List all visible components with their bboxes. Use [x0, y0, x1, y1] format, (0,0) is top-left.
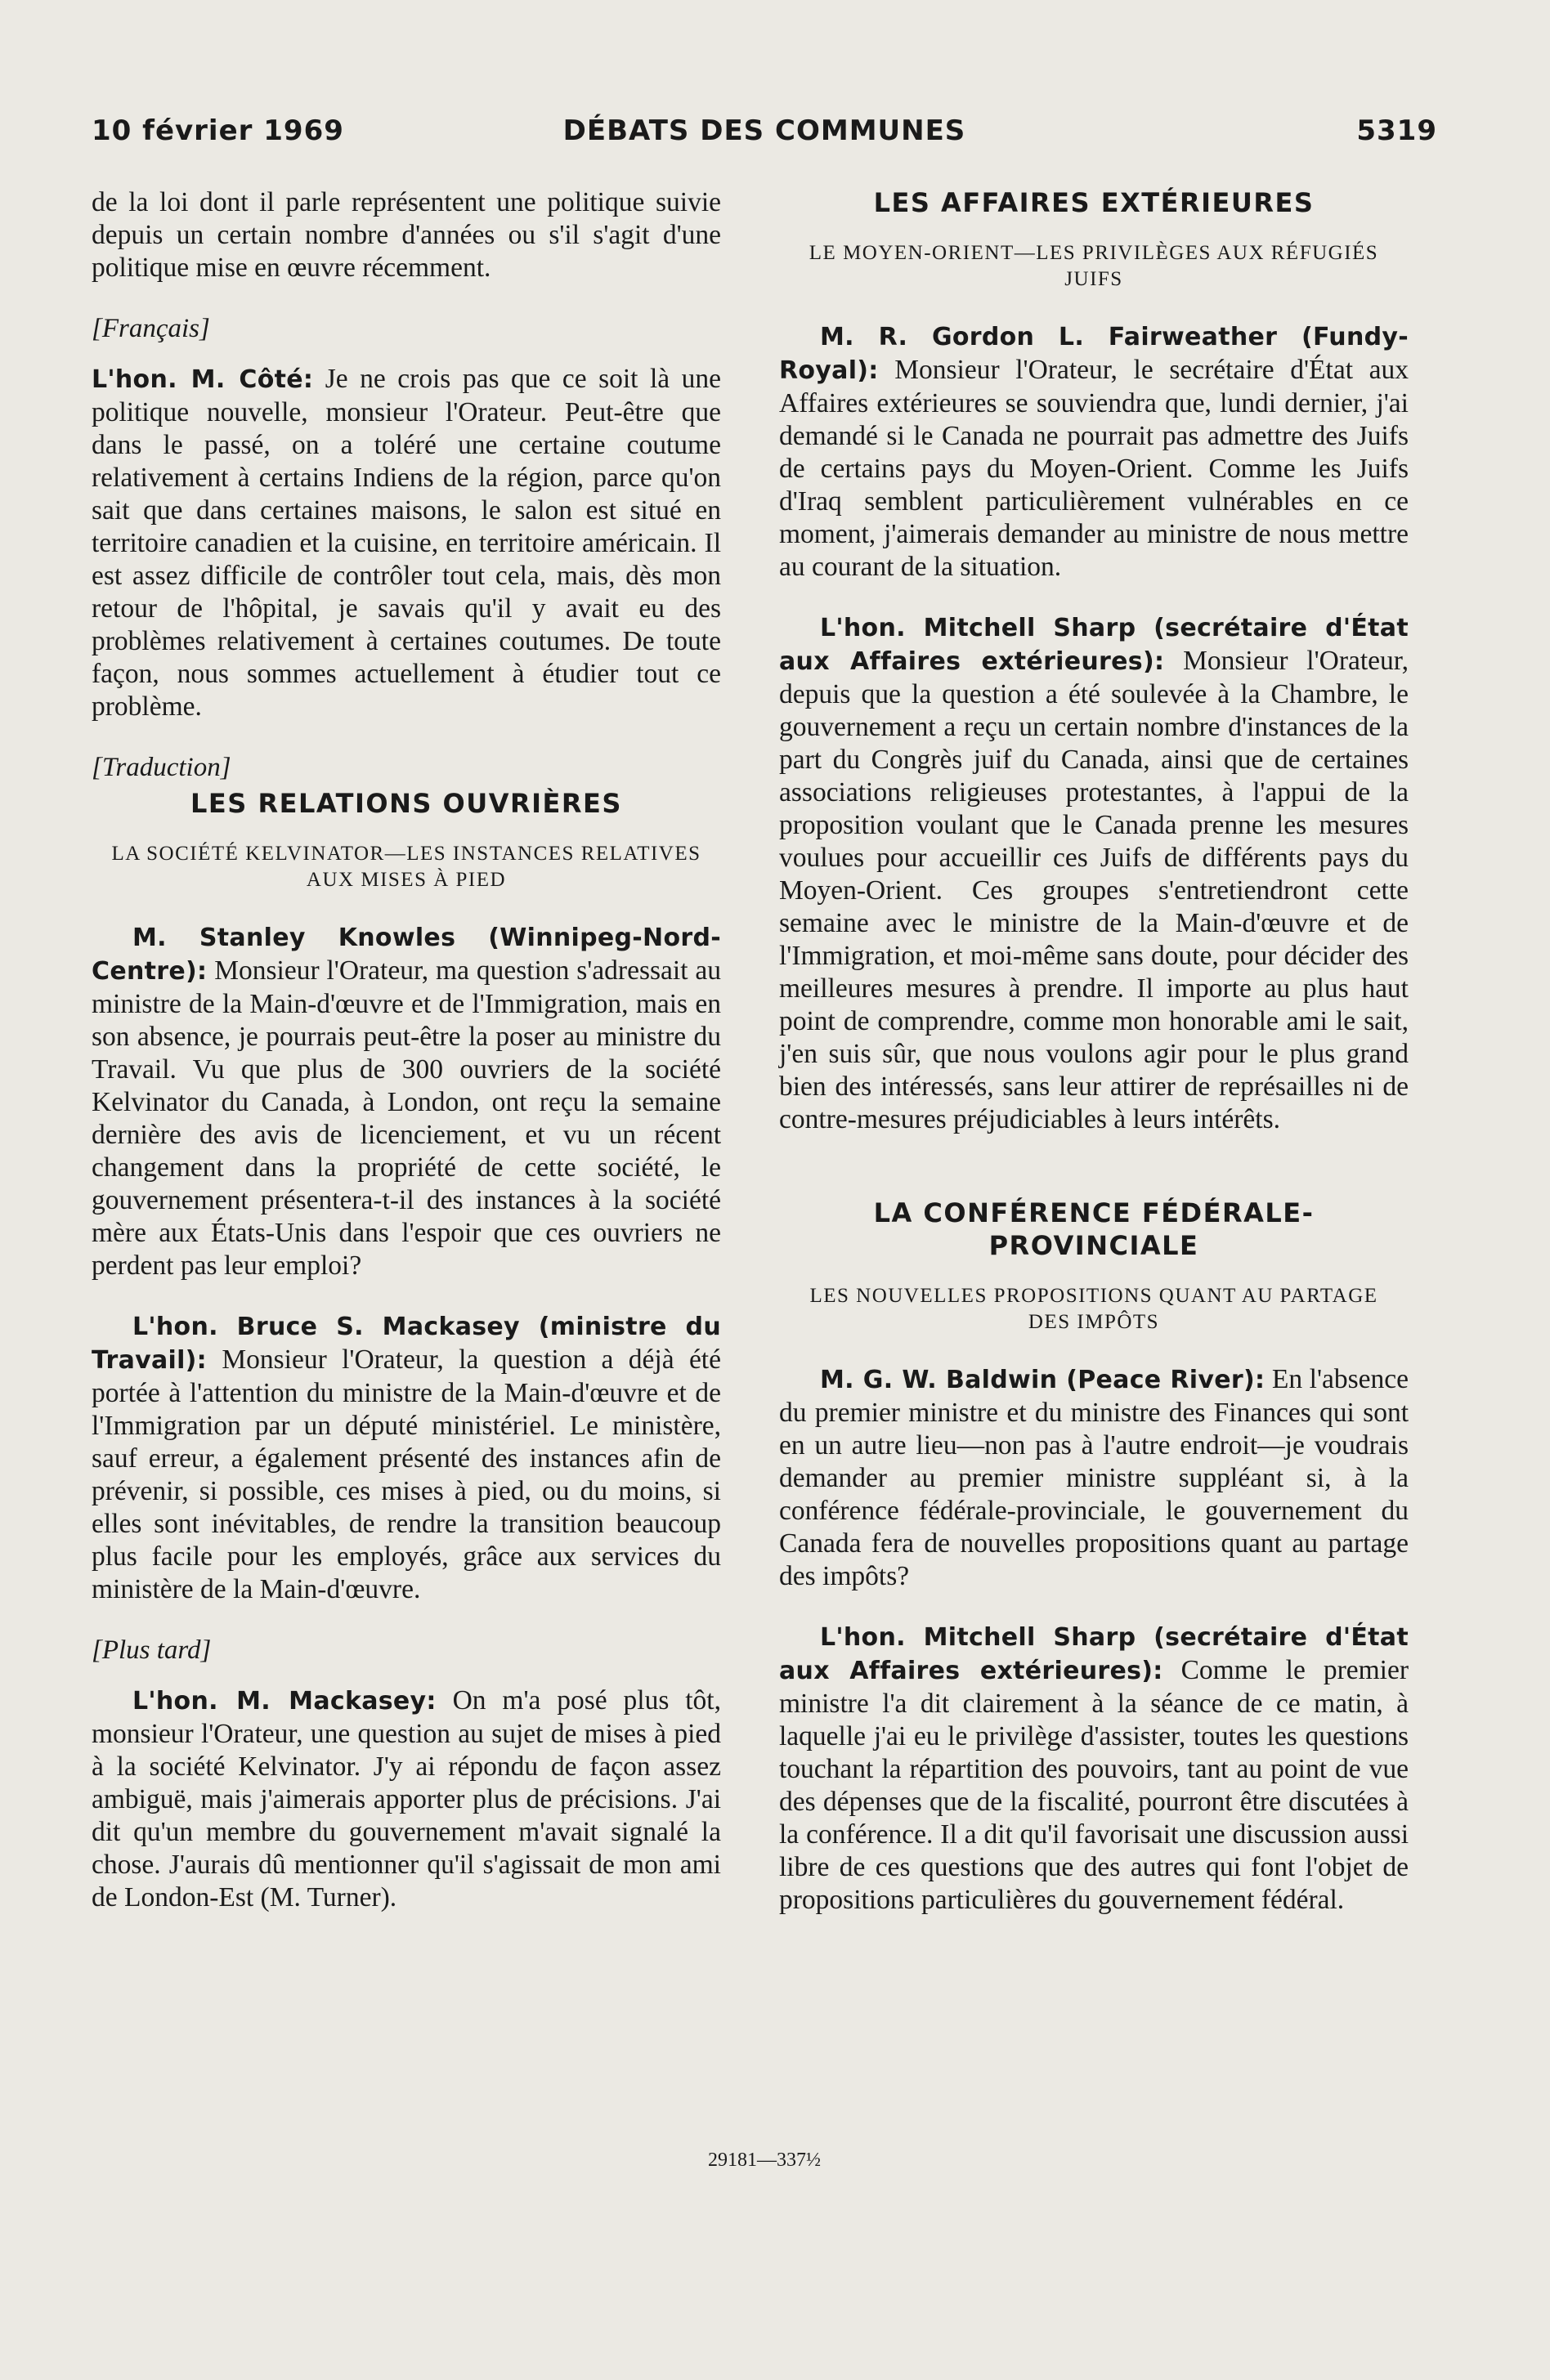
speech	[779, 611, 1409, 1136]
speaker: L'hon. Mitchell Sharp (secrétaire d'État aux Affaires extérieures):	[779, 614, 1409, 676]
speaker: L'hon. Mitchell Sharp (secrétaire d'État aux Affaires extérieures):	[779, 1623, 1409, 1685]
speech-text: On m'a posé plus tôt, monsieur l'Orateur, une question au sujet de mises à pied à la société Kelvinator. J'y ai répondu de façon assez ambiguë, mais j'aimerais apporter plus de précisions. J'ai dit qu'un membre du gouvernement m'avait signalé la chose. J'aurais dû mentionner qu'il s'agissait de mon ami de London-Est (M. Turner).	[92, 1685, 721, 1912]
speaker: M. Stanley Knowles (Winnipeg-Nord-Centre):	[92, 924, 721, 986]
section-subheading: LA SOCIÉTÉ KELVINATOR—LES INSTANCES RELATIVES AUX MISES À PIED	[111, 843, 701, 891]
speech	[92, 1684, 721, 1914]
speech	[92, 921, 721, 1282]
right-column	[779, 186, 1409, 1944]
section-heading: LA CONFÉRENCE FÉDÉRALE-PROVINCIALE	[873, 1197, 1315, 1261]
section-subheading: LES NOUVELLES PROPOSITIONS QUANT AU PARTAGE DES IMPÔTS	[809, 1285, 1378, 1333]
language-marker: [Traduction]	[92, 753, 231, 782]
speech-text: Monsieur l'Orateur, le secrétaire d'État aux Affaires extérieures se souviendra que, lundi dernier, j'ai demandé si le Canada ne pourrait pas admettre des Juifs de certains pays du Moyen-Orient. Comme les Juifs d'Iraq semblent particulièrement vulnérables en ce moment, j'aimerais demander au ministre de nous mettre au courant de la situation.	[779, 355, 1409, 582]
header-date: 10 février 1969	[92, 114, 344, 147]
speaker: M. R. Gordon L. Fairweather (Fundy-Royal):	[779, 323, 1409, 385]
printer-signature: 29181—337½	[708, 2150, 821, 2171]
language-marker: [Français]	[92, 314, 210, 343]
speech-text: En l'absence du premier ministre et du ministre des Finances qui sont en un autre lieu—non pas à l'autre endroit—je voudrais demander au premier ministre suppléant si, à la conférence fédérale-provinciale, le gouvernement du Canada fera de nouvelles propositions quant au partage des impôts?	[779, 1364, 1409, 1591]
speaker: L'hon. M. Mackasey:	[132, 1687, 437, 1716]
speech-text: Monsieur l'Orateur, la question a déjà été portée à l'attention du ministre de la Main-d'œuvre et de l'Immigration par un député ministériel. Le ministère, sauf erreur, a également présenté des instances afin de prévenir, si possible, ces mises à pied, ou du moins, si elles sont inévitables, de rendre la transition beaucoup plus facile pour les employés, grâce aux services du ministère de la Main-d'œuvre.	[92, 1344, 721, 1604]
running-head	[92, 114, 1437, 163]
speech	[779, 320, 1409, 584]
language-marker: [Plus tard]	[92, 1635, 212, 1665]
speech-text: Comme le premier ministre l'a dit clairement à la séance de ce matin, à laquelle j'ai eu le privilège d'assister, toutes les questions touchant la répartition des pouvoirs, tant au point de vue des dépenses que de la fiscalité, pourront être discutées à la conférence. Il a dit qu'il favorisait une discussion aussi libre de ces questions que des autres qui font l'objet de propositions particulières du gouvernement fédéral.	[779, 1655, 1409, 1915]
speech-text: Je ne crois pas que ce soit là une politique nouvelle, monsieur l'Orateur. Peut-être que dans le passé, on a toléré une certaine coutume relativement à certains Indiens de la région, parce qu'on sait que dans certaines maisons, le salon est situé en territoire canadien et la cuisine, en territoire américain. Il est assez difficile de contrôler tout cela, mais, dès mon retour de l'hôpital, je savais qu'il y avait eu des problèmes relativement à certaines coutumes. De toute façon, nous sommes actuellement à étudier tout ce problème.	[92, 364, 721, 722]
speech	[92, 363, 721, 723]
page	[92, 114, 1437, 2321]
left-column	[92, 186, 721, 1942]
section-heading: LES AFFAIRES EXTÉRIEURES	[873, 187, 1315, 218]
section-heading: LES RELATIONS OUVRIÈRES	[190, 788, 622, 819]
section-subheading: LE MOYEN-ORIENT—LES PRIVILÈGES AUX RÉFUGIÉS JUIFS	[809, 242, 1379, 290]
spacer	[779, 1164, 1409, 1197]
header-title: DÉBATS DES COMMUNES	[562, 114, 966, 147]
speech	[779, 1363, 1409, 1593]
speaker: L'hon. M. Côté:	[92, 365, 314, 394]
speaker: M. G. W. Baldwin (Peace River):	[820, 1366, 1266, 1394]
speech-text: Monsieur l'Orateur, ma question s'adressait au ministre de la Main-d'œuvre et de l'Immigration, mais en son absence, je pourrais peut-être la poser au ministre du Travail. Vu que plus de 300 ouvriers de la société Kelvinator du Canada, à London, ont reçu la semaine dernière des avis de licenciement, et vu un récent changement dans la propriété de cette société, le gouvernement présentera-t-il des instances à la société mère aux États-Unis dans l'espoir que ces ouvriers ne perdent pas leur emploi?	[92, 955, 721, 1281]
header-page-number: 5319	[1356, 114, 1437, 147]
speaker: L'hon. Bruce S. Mackasey (ministre du Travail):	[92, 1313, 721, 1375]
speech	[779, 1621, 1409, 1917]
speech-text: Monsieur l'Orateur, depuis que la question a été soulevée à la Chambre, le gouvernement a reçu un certain nombre d'instances de la part du Congrès juif du Canada, ainsi que de certaines associations religieuses protestantes, à l'appui de la proposition voulant que le Canada prenne les mesures voulues pour accueillir ces Juifs de différents pays du Moyen-Orient. Ces groupes s'entretiendront cette semaine avec le ministre de la Main-d'œuvre et de l'Immigration, et moi-même sans doute, pour décider des meilleures mesures à prendre. Il importe au plus haut point de comprendre, comme mon honorable ami le sait, j'en suis sûr, que nous voulons agir pour le plus grand bien des intéressés, sans leur attirer de représailles ni de contre-mesures préjudiciables à leurs intérêts.	[779, 646, 1409, 1134]
paragraph: de la loi dont il parle représentent une politique suivie depuis un certain nombre d'années ou s'il s'agit d'une politique mise en œuvre récemment.	[92, 187, 721, 283]
speech	[92, 1310, 721, 1606]
